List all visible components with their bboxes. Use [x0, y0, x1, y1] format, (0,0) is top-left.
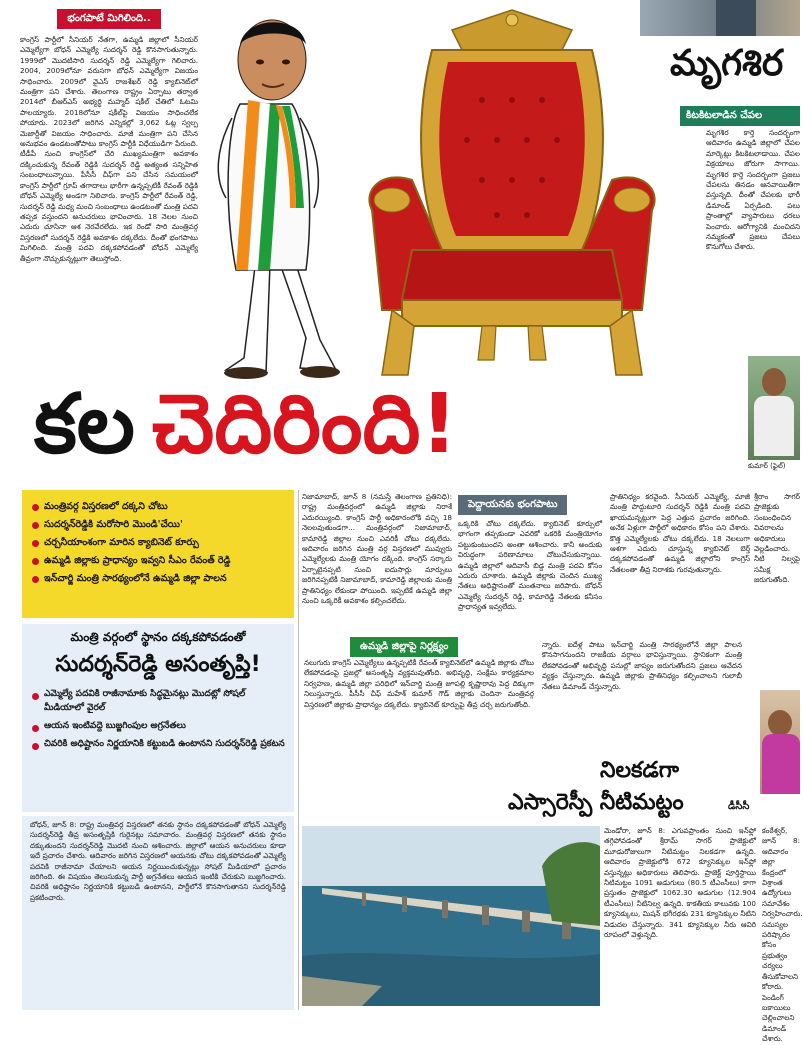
sudarshan-bullet: ఎమ్మెల్యే పదవికి రాజీనామాకు సిద్ధమైనట్లు మొదట్లో సోషల్ మీడియాలో వైరల్: [30, 687, 286, 715]
pedda-story: [458, 492, 602, 632]
politician-illustration: [196, 8, 372, 390]
sudarshan-bullet: ఆయన ఇంటివద్దె బుజ్జగింపుల అగ్రనేతలు: [30, 719, 286, 733]
srsp-headline-line2: ఎస్సారెస్పీ నీటిమట్టం: [508, 790, 684, 815]
negligence-body-left: నలుగురు కాంగ్రెస్ ఎమ్మెల్యేలు ఉన్నప్పటికీ రేవంత్ క్యాబినెట్‌లో ఉమ్మడి జిల్లాకు చోటు లేకపోవడంపై ప్రజల్లో అసంతృప్తి వ్యక్తమవుతోంది. అభివృద్ధి, సంక్షేమ కార్యక్రమాల నిర్వహణ, ఉమ్మడి జిల్లా పరిధిలో ఇన్‌చార్జి మంత్రి జూపల్లి కృష్ణారావు పెద్ద దిక్కుగా నిలుస్తున్నారు. పీసీసీ చీఫ్ మహేశ్ కుమార్ గౌడ్ జిల్లాకు చెందినా మంత్రివర్గ విస్తరణలో జిల్లాకు ప్రాధాన్యం దక్కలేదు. క్యాబినెట్ కూర్పుపై తీవ్ర చర్చ జరుగుతోంది.: [304, 658, 534, 709]
right-mid-body: శ్రీరాం సాగర్ ప్రాజెక్టుకు సంబంధించిన వివరాలను అధికారులు వెల్లడించారు. నీటి నిల్వపై సమీక్ష జరుగుతోంది.: [754, 492, 800, 585]
main-headline: [34, 370, 674, 480]
sudarshan-box: [22, 624, 294, 812]
bullet-list: [30, 498, 286, 588]
pedda-story-body-left: ఒక్కరికి చోటు దక్కలేదు. క్యాబినెట్ కూర్పులో భాగంగా తప్పకుండా ఎవరికో ఒకరికి మంత్రియోగం పట్టుకుంటుందని అంతా ఆశించారు. కానీ అందుకు విరుద్ధంగా పరిణామాలు చోటుచేసుకున్నాయి. ఉమ్మడి జిల్లాలో ఆదివాసీ బిడ్డ మంత్రి పదవి కోసం ఎదురు చూశారు. ఉమ్మడి జిల్లాకు చెందిన ముఖ్య నేతలు అధిష్టానంతో మంతనాలు జరిపారు. బోధన్ ఎమ్మెల్యే సుదర్శన్ రెడ్డి, కామారెడ్డి నేతలకు కనీసం ప్రాధాన్యత ఇవ్వలేదు.: [458, 519, 602, 612]
fish-market-photo: [716, 0, 756, 36]
sudarshan-bullet: చివరికి అధిష్టానం నిర్ణయానికి కట్టుబడి ఉంటానని సుదర్శన్‌రెడ్డి ప్రకటన: [30, 737, 286, 751]
bullet-item: ఉమ్మడి జిల్లాకు ప్రాధాన్యం ఇవ్వని సీఎం రేవంత్ రెడ్డి: [30, 552, 286, 570]
left-story-tag: భంగపాటే మిగిలింది..: [57, 9, 160, 29]
bullet-item: చర్చనీయాంశంగా మారిన క్యాబినెట్ కూర్పు: [30, 534, 286, 552]
column-divider: [298, 490, 299, 1010]
left-story: [20, 6, 198, 346]
right-top-person-photo: [748, 356, 800, 460]
sudarshan-body: బోధన్, జూన్ 8: రాష్ట్ర మంత్రివర్గ విస్తరణలో తనకు స్థానం దక్కకపోవడంతో బోధన్ ఎమ్మెల్యే సుదర్శన్‌రెడ్డి తీవ్ర అసంతృప్తికి గురైనట్లు సమాచారం. మంత్రివర్గ విస్తరణలో తనకు స్థానం దక్కుతుందని సుదర్శన్‌రెడ్డి మొదటి నుంచి ఆశించారు. జిల్లాలో ఆయన అనుచరులు కూడా ఇదే ప్రచారం చేశారు. ఆదివారం జరిగిన విస్తరణలో ఆయనకు చోటు దక్కకపోవడంతో ఎమ్మెల్యే పదవికి రాజీనామా చేయాలని ఆయన నిర్ణయించుకున్నట్లు సోషల్ మీడియాలో ప్రచారం జరిగింది. ఈ విషయం తెలుసుకున్న పార్టీ అగ్రనేతలు ఆయన ఇంటికి చేరుకుని బుజ్జగించారు. చివరికి అధిష్టానం నిర్ణయానికి కట్టుబడి ఉంటానని, పార్టీలోనే కొనసాగుతానని సుదర్శన్‌రెడ్డి ప్రకటించారు.: [22, 816, 294, 1010]
right-bottom-caption: డీసీసీ: [728, 801, 750, 812]
srsp-headline-line1: నిలకడగా: [600, 758, 680, 783]
bullet-item: ఇన్‌చార్జి మంత్రి సారథ్యంలోనే ఉమ్మడి జిల్లా పాలన: [30, 570, 286, 588]
dam-photo: [302, 826, 600, 1006]
pedda-story-body-right: ప్రాతినిధ్యం కరవైంది. సీనియర్ ఎమ్మెల్యే, మాజీ మంత్రి పొద్దుటూరి సుదర్శన్ రెడ్డికి మంత్రి పదవి ఖాయమన్నట్లుగా పెద్ద ఎత్తున ప్రచారం జరిగింది. అనేక ఏళ్లుగా పార్టీలో అధికారం కోసం పని చేశారు. కొత్త ఎమ్మెల్యేలకు చోటు దక్కలేదు. 18 నెలలుగా ఆశగా ఎదురు చూస్తున్న క్యాబినెట్ బెర్త్ దక్కకపోవడంతో ఉమ్మడి జిల్లాలోని కాంగ్రెస్ నేతలంతా తీవ్ర నిరాశకు గురవుతున్నారు.: [610, 492, 750, 574]
pedda-story-tag: పెద్దాయనకు భంగపాటు: [458, 495, 567, 515]
right-top-headline: మృగశిర: [670, 43, 784, 84]
sudarshan-headline: సుదర్శన్‌రెడ్డి అసంతృప్తి!: [55, 652, 261, 677]
srsp-body: మెండోరా, జూన్ 8: ఎగువప్రాంతం నుంచి ఇన్‌ఫ్లో తగ్గిపోవడంతో శ్రీరామ్ సాగర్ ప్రాజెక్టులో మూడురోజులుగా నీటిమట్టం నిలకడగా ఉన్నది. ఆదివారం ప్రాజెక్టులోకి 672 క్యూసెక్కుల ఇన్‌ఫ్లో వస్తున్నట్లు అధికారులు తెలిపారు. ప్రాజెక్ట్ పూర్తిస్థాయి నీటిమట్టం 1091 అడుగులు (80.5 టీఎంసీలు) కాగా ప్రస్తుతం ప్రాజెక్టులో 1062.30 అడుగుల (12.904 టీఎంసీలు) నీటినిల్వ ఉన్నది. కాకతీయ కాలువకు 100 క్యూసెక్కులు, మిషన్ భగీరథకు 231 క్యూసెక్కుల నీటిని విడుదల చేస్తున్నారు. 341 క్యూసెక్కుల నీరు ఆవిరి రూపంలో వెళ్తున్నది.: [604, 826, 756, 940]
right-top-photo: [640, 0, 800, 36]
right-bottom-person-photo: [760, 690, 800, 794]
throne-illustration: [362, 10, 662, 380]
center-story-body: నిజామాబాద్, జూన్ 8 (నమస్తే తెలంగాణ ప్రతినిధి): రాష్ట్ర మంత్రివర్గంలో ఉమ్మడి జిల్లాకు నిరాశే ఎదురయ్యింది. కాంగ్రెస్ పార్టీ అధికారంలోకి వచ్చి 18 నెలలవుతుండగా... మంత్రివర్గంలో నిజామాబాద్, కామారెడ్డి జిల్లాల నుంచి ఎవరికీ చోటు దక్కలేదు. ఆదివారం జరిగిన మంత్రి వర్గ విస్తరణలో మువ్వురు ఎమ్మెల్యేలకు మంత్రి యోగం దక్కింది. కాంగ్రెస్ సర్కారు ఏర్పాటైనప్పటి నుంచి ఐదుసార్లు మార్పులు జరిగినప్పటికీ నిజామాబాద్, కామారెడ్డి జిల్లాలకు మంత్రి ప్రాతినిధ్యం లేకుండా పోయింది. ఇప్పటికే ఉమ్మడి జిల్లా నుంచి ఒక్కరికీ అవకాశం కల్పించలేదు.: [302, 492, 452, 606]
right-bottom-body: కంఠేశ్వర్, జూన్ 8: ఆదివారం జిల్లా కేంద్రంలో విశ్రాంత ఉద్యోగులు సమావేశం నిర్వహించారు. సమస్యల పరిష్కారం కోసం ప్రభుత్వం చర్యలు తీసుకోవాలని కోరారు. పెండింగ్ బకాయిలు చెల్లించాలని డిమాండ్ చేశారు.: [762, 826, 803, 1044]
bullet-item: సుదర్శన్‌రెడ్డికి మరోసారి మొండి'చేయి': [30, 516, 286, 534]
right-top-body: మృగశిర కార్తె సందర్భంగా ఆదివారం ఉమ్మడి జిల్లాలో చేపల మార్కెట్లు కిటకిటలాడాయి. చేపల విక్రయాలు జోరుగా సాగాయి. మృగశిర కార్తె సందర్భంగా ప్రజలు చేపలను తినడం ఆనవాయితీగా వస్తున్నది. దీంతో చేపలకు భారీ డిమాండ్ ఏర్పడింది. పలు ప్రాంతాల్లో వ్యాపారులు ధరలు పెంచారు. ఆరోగ్యానికి మంచిదని నమ్మకంతో ప్రజలు చేపలు కొనుగోలు చేశారు.: [706, 128, 800, 252]
negligence-tag: ఉమ్మడి జిల్లాపై నిర్లక్ష్యం: [350, 637, 458, 657]
left-story-body: కాంగ్రెస్ పార్టీలో సీనియర్ నేతగా, ఉమ్మడి జిల్లాలో సీనియర్ ఎమ్మెల్యేగా బోధన్ ఎమ్మెల్యే సుదర్శన్ రెడ్డి కొనసాగుతున్నారు. 1999లో మొదటిసారి సుదర్శన్ రెడ్డి ఎమ్మెల్యేగా గెలిచారు. 2004, 2009లోనూ వరుసగా బోధన్ ఎమ్మెల్యేగా విజయం సాధించారు. 2009లో వైఎస్ రాజశేఖర్ రెడ్డి క్యాబినెట్‌లో మంత్రిగా పని చేశారు. తెలంగాణ రాష్ట్రం ఏర్పాటు తర్వాత 2014లో బీఆర్ఎస్ అభ్యర్థి మహ్మద్ షకీల్ చేతిలో ఓటమి పాలయ్యారు. 2018లోనూ షకీల్‌పై విజయం సాధించలేక పోయారు. 2023లో జరిగిన ఎన్నికల్లో 3,062 ఓట్ల స్వల్ప మెజార్టీతో విజయం సాధించారు. మాజీ మంత్రిగా పని చేసిన అనుభవం ఉండటంతోపాటు కాంగ్రెస్ పార్టీకి విధేయుడిగా పేరుంది. టీడీపీ నుంచి కాంగ్రెస్‌లో చేరి ముఖ్యమంత్రిగా అవకాశం దక్కించుకున్న రేవంత్ రెడ్డికి సుదర్శన్ రెడ్డి అత్యంత సన్నిహిత సంబంధాలున్నాయి. పీసీసీ చీఫ్‌గా పని చేసిన సమయంలో కాంగ్రెస్ పార్టీలో గ్రూప్ తగాదాలు భారీగా ఉన్నప్పటికీ రేవంత్ రెడ్డికి బోధన్ ఎమ్మెల్యే అండగా నిలిచారు. కాంగ్రెస్ పార్టీలో రేవంత్ రెడ్డి, సుదర్శన్ రెడ్డి మధ్య మంచి సంబంధాలు ఉండటంతో మంత్రి పదవి తప్పక వస్తుందని అనుచరులు భావించారు. 18 నెలల నుంచి ఎదురు చూసినా ఆశ నెరవేరలేదు. ఇక రెండో సారి మంత్రివర్గ విస్తరణలో సుదర్శన్ రెడ్డికి అవకాశం దక్కలేదు. దీంతో భంగపాటు మిగిలింది. మంత్రి పదవి దక్కకపోవడంతో బోధన్ ఎమ్మెల్యే తీవ్రంగా నొచ్చుకున్నట్లుగా తెలుస్తోంది.: [20, 35, 198, 263]
negligence-tag-wrap: [350, 634, 550, 657]
main-headline-part1: కల: [34, 377, 135, 472]
main-headline-part2: చెదిరింది!: [152, 377, 458, 472]
right-top-subtag: కిటకిటలాడిన చేపల: [680, 106, 800, 126]
bullet-box: [22, 490, 294, 618]
bullet-item: మంత్రివర్గ విస్తరణలో దక్కని చోటు: [30, 498, 286, 516]
right-top-photo-caption: కుమార్ (ఫైల్): [748, 462, 786, 470]
sudarshan-kicker: మంత్రి వర్గంలో స్థానం దక్కకపోవడంతో: [70, 630, 246, 644]
sudarshan-bullets: [30, 687, 286, 751]
negligence-body-right: న్నారు. ఐదేళ్ల పాటు ఇన్‌చార్జి మంత్రి సారథ్యంలోనే జిల్లా పాలన కొనసాగనుందని రాజకీయ వర్గాలు భావిస్తున్నాయి. స్థానికంగా మంత్రి లేకపోవడంతో అభివృద్ధి పనుల్లో జాప్యం జరుగుతోందని ప్రజలు ఆవేదన వ్యక్తం చేస్తున్నారు. ఉమ్మడి జిల్లాకు ప్రాతినిధ్యం కల్పించాలని గులాబీ నేతలు డిమాండ్ చేస్తున్నారు.: [542, 640, 742, 691]
